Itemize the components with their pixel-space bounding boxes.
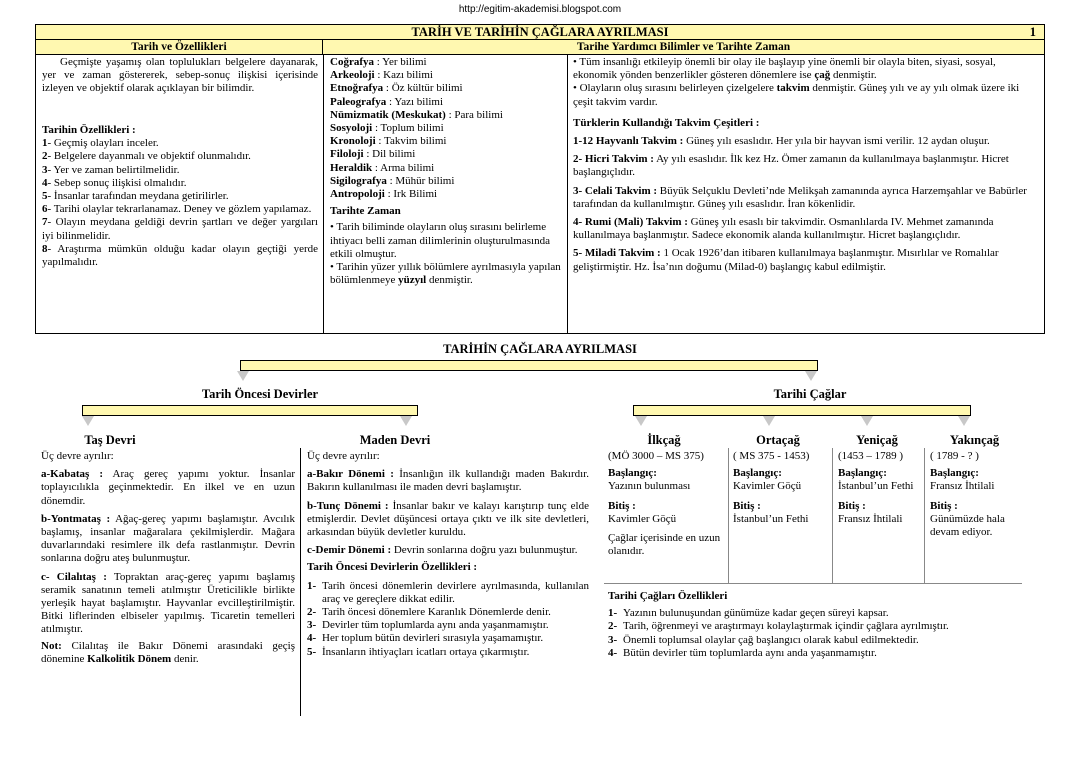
science-item [330, 82, 562, 95]
historic-feature-text: Yazının bulunuşundan günümüze kadar geçen süreyi kapsar. [623, 607, 889, 620]
era-start-label [608, 467, 726, 480]
time-bullet-1: • Tarih biliminde olayların oluş sırasını belirleme ihtiyacı belli zaman dilimlerinin oluşturulmasında etkili olmuştur. [330, 221, 550, 260]
prehistoric-feature-text: Devirler tüm toplumlarda aynı anda yaşanmamıştır. [322, 619, 549, 632]
left-column-header: Tarih ve Özellikleri [36, 40, 323, 55]
features-title: Tarihin Özellikleri : [42, 124, 136, 136]
time-bullet-2: • Tarihin yüzer yıllık bölümlere ayrılmasıyla yapılan bölümlenmeye yüzyıl denmiştir. [330, 261, 561, 287]
historic-feature [608, 607, 1028, 620]
prehistoric-feature [307, 646, 589, 659]
era-end-label [608, 500, 726, 513]
era-bullet-2: • Olayların oluş sırasını belirleyen çizelgelere takvim denmiştir. Güneş yılı ve ay yılı olmak üzere iki çeşit takvim vardır. [573, 82, 1020, 108]
era-end-key: Bitiş : [733, 499, 761, 512]
science-name: Arkeoloji [330, 69, 375, 82]
feature-number: 7 [42, 216, 48, 229]
feature-text: - Olayın meydana geldiği devrin şartları ve değer yargıları iyi bilinmelidir. [42, 216, 318, 242]
era-end-value: Fransız İhtilali [838, 512, 903, 525]
feature-text: - Geçmiş olayları inceler. [47, 137, 159, 150]
stone-age-list [41, 468, 295, 636]
prehistoric-feature-number: 1- [307, 579, 317, 592]
era-title: Yakınçağ [949, 433, 1000, 447]
science-desc: : Arma bilimi [372, 161, 435, 174]
features-list [42, 137, 318, 269]
feature-number: 4 [42, 176, 48, 189]
prehistoric-feature [307, 632, 589, 645]
science-name: Etnoğrafya [330, 82, 384, 95]
prehistoric-features-list [307, 580, 589, 659]
calendar-item [573, 185, 1039, 211]
metal-period-key: a-Bakır Dönemi : [307, 468, 394, 481]
era-note: Çağlar içerisinde en uzun olanıdır. [608, 532, 721, 558]
right-column-header: Tarihe Yardımcı Bilimler ve Tarihte Zaman [323, 40, 1044, 55]
calendar-desc: Güneş yılı esaslıdır. Her yıla bir hayvan ismi verilir. 12 aydan oluşur. [683, 135, 990, 148]
era-bullet-1: • Tüm insanlığı etkileyip önemli bir olay ile başlayıp yine önemli bir olayla biten, siyasi, sosyal, ekonomik yönden benzerlikler gösteren dönemlere ise çağ denmiştir. [573, 56, 996, 82]
metal-period-key: b-Tunç Dönemi : [307, 499, 389, 512]
historic-features [608, 590, 1028, 660]
feature-item [42, 243, 318, 269]
science-name: Heraldik [330, 161, 373, 174]
era-end-label [930, 500, 1025, 513]
historic-feature-text: Önemli toplumsal olaylar çağ başlangıcı olarak kabul edilmektedir. [623, 633, 919, 646]
prehistoric-feature-number: 5- [307, 645, 317, 658]
prehistoric-label: Tarih Öncesi Devirler [201, 387, 319, 401]
metal-period-text: Devrin sonlarına doğru yazı bulunmuştur. [391, 544, 578, 557]
stone-note: Not: Cilalıtaş ile Bakır Dönemi arasındaki geçiş dönemine Kalkolitik Dönem denir. [41, 639, 296, 665]
stone-period-key: c- Cilalıtaş : [41, 570, 107, 583]
era-title: Yeniçağ [856, 433, 898, 447]
stone-period-text: Araç gereç yapımı yoktur. İnsanlar toplayıcılıkla geçinmektedir. En ilkel ve en uzun dönemdir. [41, 468, 295, 507]
metal-period [307, 468, 589, 494]
historic-feature-number: 2- [608, 620, 618, 633]
feature-item [42, 150, 318, 163]
feature-item [42, 190, 318, 203]
era-end-label [838, 500, 922, 513]
feature-item [42, 203, 318, 216]
science-item [330, 96, 562, 109]
science-desc: : Kazı bilimi [374, 69, 433, 82]
calendar-name: 3- Celali Takvim : [573, 184, 658, 197]
era-dates: (1453 – 1789 ) [838, 450, 904, 462]
era-title: İlkçağ [647, 433, 681, 447]
era-details [838, 450, 922, 526]
historic-feature-number: 3- [608, 633, 618, 646]
historic-feature [608, 620, 1028, 633]
stone-period-text: Ağaç-gereç yapımı başlamıştır. Avcılık başlamış, insanlar mağaralara çekilmişlerdir. Mağara duvarlarındaki resimlere ilk defa rastlanmıştır. Devrin sonlarına doğru ateş bulunmuştur. [41, 512, 295, 565]
stone-period-key: a-Kabataş : [41, 468, 104, 481]
prehistoric-feature [307, 580, 589, 606]
science-desc: : Yer bilimi [374, 56, 427, 68]
era-start-label [838, 467, 922, 480]
feature-number: 2 [42, 150, 48, 163]
calendar-desc: Ay yılı esaslıdır. İlk kez Hz. Ömer zamanın da kullanılmaya başlanmıştır. Hicret başlangıçlıdır. [573, 153, 1009, 179]
sciences-list [330, 56, 562, 201]
calendar-name: 5- Miladi Takvim : [573, 247, 661, 260]
science-name: Antropoloji [330, 188, 385, 201]
era-dates: ( MS 375 - 1453) [733, 450, 810, 462]
summary-table [35, 24, 1045, 334]
science-desc: : Takvim bilimi [375, 135, 447, 148]
historic-feature [608, 647, 1028, 660]
stone-period-key: b-Yontmataş : [41, 512, 111, 525]
feature-text: - İnsanlar tarafından meydana getirilirler. [47, 190, 229, 203]
era-start-label [733, 467, 829, 480]
science-desc: : Öz kültür bilimi [383, 82, 463, 95]
science-desc: : Toplum bilimi [372, 122, 444, 135]
prehistoric-feature-text: Tarih öncesi dönemlerin devirlere ayrılmasında, kullanılan araç ve gereçlere dikkat edilir. [322, 579, 589, 605]
stone-age-title: Taş Devri [84, 433, 136, 447]
auxiliary-sciences-column [330, 56, 562, 287]
era-start-key: Başlangıç: [608, 467, 657, 480]
era-start-label [930, 467, 1025, 480]
science-item [330, 188, 562, 201]
historic-features-title: Tarihi Çağları Özellikleri [608, 590, 728, 602]
science-item [330, 162, 562, 175]
science-item [330, 175, 562, 188]
science-name: Sigilografya [330, 174, 387, 187]
calendar-item [573, 247, 1039, 273]
prehistoric-feature-text: Her toplum bütün devirleri sırasıyla yaşamamıştır. [322, 632, 544, 645]
metal-period-text: İnsanlar bakır ve kalayı karıştırıp tunç elde etmişlerdir. Devlet düşüncesi ortaya çıktı ve ilk site devletleri, arkasından büyük devletler kuruldu. [307, 499, 589, 539]
prehistoric-feature-number: 4- [307, 632, 317, 645]
science-item [330, 122, 562, 135]
era-end-value: İstanbul’un Fethi [733, 512, 809, 525]
science-desc: : Mühür bilimi [386, 174, 455, 187]
era-details [733, 450, 829, 526]
era-start-key: Başlangıç: [733, 467, 782, 480]
era-end-key: Bitiş : [838, 499, 866, 512]
science-desc: : Yazı bilimi [386, 95, 444, 108]
feature-item [42, 177, 318, 190]
science-desc: : Para bilimi [445, 108, 503, 121]
era-dates: (MÖ 3000 – MS 375) [608, 450, 704, 462]
era-title: Ortaçağ [756, 433, 800, 447]
calendar-item [573, 153, 1039, 179]
era-dates: ( 1789 - ? ) [930, 450, 979, 462]
metal-period [307, 544, 589, 557]
calendar-name: 2- Hicri Takvim : [573, 153, 654, 166]
feature-item [42, 216, 318, 242]
stone-period [41, 571, 295, 637]
science-item [330, 148, 562, 161]
calendar-item [573, 135, 1039, 148]
page-title: TARİH VE TARİHİN ÇAĞLARA AYRILMASI 1 [36, 25, 1044, 40]
feature-number: 6 [42, 203, 48, 216]
era-end-label [733, 500, 829, 513]
science-desc: : Irk Bilimi [384, 188, 438, 201]
feature-text: - Belgelere dayanmalı ve objektif olunmalıdır. [47, 150, 251, 163]
top-branch-bar [240, 360, 818, 371]
science-item [330, 56, 562, 69]
stone-period-text: Topraktan araç-gereç yapımı başlamış seramik sanatının temeli atılmıştır Üreticilikle birlikte yerleşik hayat başlamıştır. Hayvanlar evcilleştirilmiştir. Bitki liflerinden elbiseler yapılmış. Ticaretin temelleri atılmıştır. [41, 570, 295, 636]
prehistoric-branch-bar [82, 405, 418, 416]
era-end-value: Günümüzde hala devam ediyor. [930, 512, 1005, 539]
prehistoric-feature-text: İnsanların ihtiyaçları icatları ortaya çıkarmıştır. [322, 645, 530, 658]
science-name: Kronoloji [330, 135, 376, 148]
science-name: Nümizmatik (Meskukat) [330, 108, 446, 121]
era-details [608, 450, 726, 558]
calendar-desc: Güneş yılı esaslı bir takvimdir. Osmanlılarda IV. Mehmet zamanında kullanılmaya başlanmıştır. Sadece ekonomik alanda kullanılmıştır. Hicret başlangıçlıdır. [573, 216, 994, 242]
historic-feature-number: 1- [608, 607, 618, 620]
feature-text: - Yer ve zaman belirtilmelidir. [47, 163, 180, 176]
calendars-list [573, 135, 1039, 274]
era-start-value: Kavimler Göçü [733, 480, 802, 493]
metal-period-text: İnsanlığın ilk kullandığı maden Bakırdır. Bakırın kullanılması ile maden devri başlamıştır. [307, 468, 589, 494]
calendar-name: 4- Rumi (Mali) Takvim : [573, 216, 688, 229]
history-definition: Geçmişte yaşamış olan toplulukları belgelere dayanarak, yer ve zaman göstererek, sebep-sonuç ilişkisi içerisinde izleyen ve objektif olarak açıklayan bir bilimdir. [42, 56, 318, 95]
prehistoric-feature [307, 619, 589, 632]
calendar-name: 1-12 Hayvanlı Takvim : [573, 135, 684, 148]
historic-feature-text: Tarih, öğrenmeyi ve araştırmayı kolaylaştırmak içindir çağlara ayrılmıştır. [623, 620, 949, 633]
history-definition-column [42, 56, 318, 269]
metal-age-title: Maden Devri [359, 433, 431, 447]
science-item [330, 69, 562, 82]
calendar-desc: 1 Ocak 1926’dan itibaren kullanılmaya başlanmıştır. Mısırlılar ve Romalılar geliştirmiştir. Hz. İsa’nın doğumu (Milad-0) başlangıç kabul edilmiştir. [573, 247, 999, 273]
era-end-value: Kavimler Göçü [608, 512, 677, 525]
stone-age-intro: Üç devre ayrılır: [41, 450, 114, 462]
calendars-title: Türklerin Kullandığı Takvim Çeşitleri : [573, 116, 760, 129]
diagram-title: TARİHİN ÇAĞLARA AYRILMASI [443, 342, 637, 356]
science-name: Coğrafya [330, 56, 374, 68]
metal-age-list [307, 468, 589, 557]
stone-age-content [41, 450, 295, 666]
feature-number: 1 [42, 137, 48, 150]
science-desc: : Dil bilimi [363, 148, 416, 161]
feature-text: - Tarihi olaylar tekrarlanamaz. Deney ve gözlem yapılamaz. [47, 203, 312, 216]
calendar-column [573, 56, 1039, 274]
science-name: Paleografya [330, 95, 387, 108]
stone-period [41, 513, 295, 566]
historic-features-list [608, 607, 1028, 660]
source-url: http://egitim-akademisi.blogspot.com [458, 4, 622, 15]
feature-number: 5 [42, 190, 48, 203]
feature-item [42, 164, 318, 177]
historic-branch-bar [633, 405, 971, 416]
prehistoric-feature-text: Tarih öncesi dönemlere Karanlık Dönemlerde denir. [322, 606, 551, 619]
historic-feature-text: Bütün devirler tüm toplumlarda aynı anda yaşanmamıştır. [623, 646, 877, 659]
time-title: Tarihte Zaman [330, 205, 401, 218]
prehistoric-feature [307, 606, 589, 619]
stone-period [41, 468, 295, 508]
prehistoric-features-title: Tarih Öncesi Devirlerin Özellikleri : [307, 561, 478, 574]
metal-period-key: c-Demir Dönemi : [307, 544, 392, 557]
metal-period [307, 500, 589, 540]
metal-age-intro: Üç devre ayrılır: [307, 450, 380, 462]
calendar-desc: Büyük Selçuklu Devleti’nde Melikşah zamanında ayrıca Harzemşahlar ve Babürler tarafından da kullanılmıştır. Güneş yılı esaslıdır. İran kökenlidir. [573, 184, 1027, 210]
historic-label: Tarihi Çağlar [773, 387, 847, 401]
calendar-item [573, 216, 1039, 242]
prehistoric-feature-number: 2- [307, 606, 317, 619]
historic-feature [608, 634, 1028, 647]
era-start-key: Başlangıç: [838, 467, 887, 480]
era-start-value: Fransız İhtilali [930, 480, 995, 493]
feature-number: 8 [42, 242, 48, 255]
era-start-key: Başlangıç: [930, 467, 979, 480]
era-start-value: Yazının bulunması [608, 480, 691, 493]
metal-age-content [307, 450, 589, 659]
science-name: Sosyoloji [330, 122, 373, 135]
prehistoric-feature-number: 3- [307, 619, 317, 632]
era-end-key: Bitiş : [608, 499, 636, 512]
feature-item [42, 137, 318, 150]
page-number: 1 [1029, 25, 1036, 39]
historic-feature-number: 4- [608, 646, 618, 659]
science-item [330, 109, 562, 122]
feature-text: - Sebep sonuç ilişkisi olmalıdır. [47, 176, 187, 189]
era-details [930, 450, 1025, 539]
science-item [330, 135, 562, 148]
science-name: Filoloji [330, 148, 364, 161]
feature-number: 3 [42, 163, 48, 176]
era-end-key: Bitiş : [930, 499, 958, 512]
feature-text: - Araştırma mümkün olduğu kadar olayın geçtiği yerde yapılmalıdır. [42, 242, 318, 269]
era-start-value: İstanbul’un Fethi [838, 480, 914, 493]
